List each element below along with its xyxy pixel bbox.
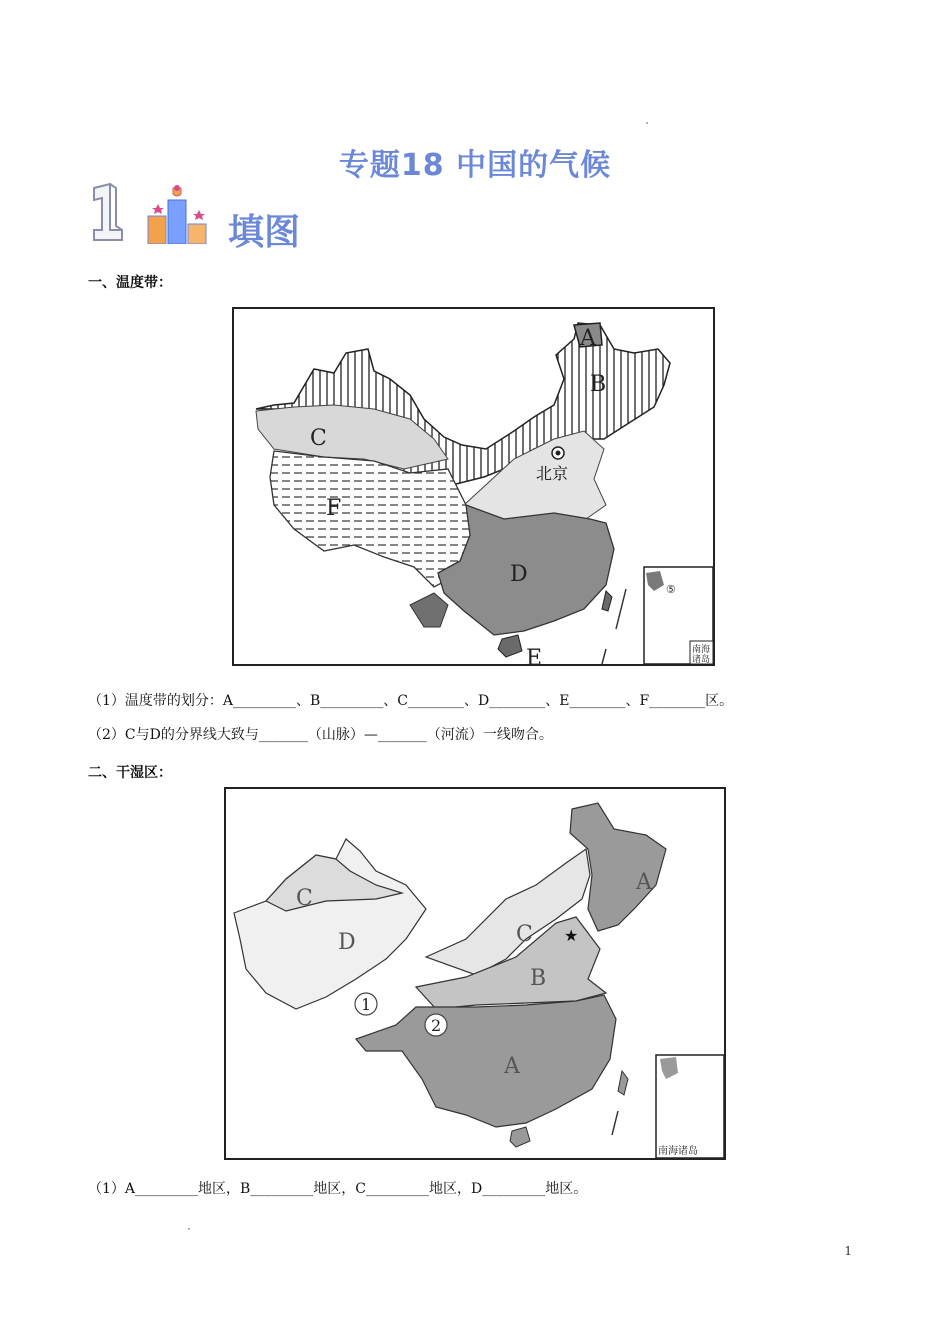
part1-question-1: （1）温度带的划分：A_________、B_________、C________、D________、E________、F________区。 (88, 693, 734, 709)
taiwan-island (602, 591, 612, 611)
label-a-north: A (636, 870, 652, 895)
temperature-zone-map (232, 307, 715, 666)
label-b: B (590, 372, 607, 397)
label-circle-1: 1 (361, 995, 372, 1014)
zone-d-west-region (410, 593, 448, 627)
label-c: C (310, 426, 327, 451)
dry-wet-zone-map (224, 787, 726, 1160)
section-label: 填图 (228, 212, 301, 253)
number-one-icon (88, 182, 132, 244)
capital-star-icon: ★ (564, 926, 579, 945)
label-a: A (580, 326, 596, 351)
label-f: F (326, 496, 342, 521)
inset-marker: ⑤ (666, 583, 676, 596)
zone-e-region (498, 635, 522, 657)
section-header (88, 182, 408, 253)
inset-label: 南海诸岛 (658, 1146, 698, 1157)
inset-label-1: 南海 (692, 645, 711, 655)
label-d: D (338, 930, 356, 955)
label-circle-2: 2 (431, 1016, 442, 1035)
page-number: 1 (844, 1244, 852, 1258)
part1-question-2: （2）C与D的分界线大致与_______（山脉）—_______（河流）一线吻合。 (88, 727, 553, 743)
podium-icon (146, 182, 210, 244)
label-beijing: 北京 (536, 464, 569, 483)
zone-a-south-region (356, 995, 616, 1127)
label-c-north: C (516, 922, 533, 947)
hainan-island (510, 1127, 530, 1147)
page-title: 专题18 中国的气候 (338, 148, 612, 183)
part2-heading: 二、干湿区： (88, 765, 172, 781)
part1-heading: 一、温度带： (88, 275, 172, 291)
part2-question-1: （1）A_________地区，B_________地区，C_________地区，D_________地区。 (88, 1181, 588, 1197)
label-b: B (530, 966, 547, 991)
label-d: D (510, 562, 528, 587)
label-e: E (526, 646, 543, 664)
page-speck-bottom (188, 1228, 190, 1230)
zone-f-region (270, 451, 474, 587)
inset-label-2: 诸岛 (692, 655, 711, 664)
page-speck-top (646, 122, 648, 124)
label-a-south: A (504, 1054, 520, 1079)
label-c-west: C (296, 886, 313, 911)
taiwan-island-2 (618, 1071, 628, 1095)
